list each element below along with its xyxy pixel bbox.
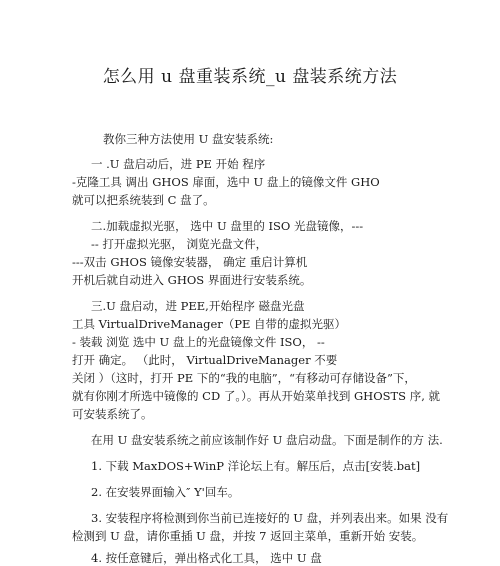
prep-text: 在用 U 盘安装系统之前应该制作好 U 盘启动盘。下面是制作的方 法. xyxy=(91,433,443,447)
method3-line-1: 三.U 盘启动，进 PEE,开始程序 磁盘光盘 xyxy=(91,299,305,313)
method3-line-2: 工具 VirtualDriveManager（PE 自带的虚拟光驱） xyxy=(72,317,347,331)
method2-line-1: 二.加载虚拟光驱， 选中 U 盘里的 ISO 光盘镜像，--- xyxy=(91,219,364,233)
document-title: 怎么用 u 盘重装系统_u 盘装系统方法 xyxy=(102,67,398,87)
step-3-line-2: 检测到 U 盘，请你重插 U 盘，并按 7 返回主菜单，重新开始 安装。 xyxy=(72,529,424,543)
step-2: 2. 在安装界面输入″ Y'回车。 xyxy=(91,485,240,499)
method1-line-1: 一 .U 盘启动后，进 PE 开始 程序 xyxy=(91,157,266,171)
method1-line-2: -克隆工具 调出 GHOS 扉面，选中 U 盘上的镜像文件 GHO xyxy=(72,175,380,189)
method3-line-3: - 装载 浏览 选中 U 盘上的光盘镜像文件 ISO， -- xyxy=(72,335,325,349)
method2-line-3: ---双击 GHOS 镜像安装器， 确定 重启计算机 xyxy=(72,255,308,269)
method3-line-4: 打开 确定。 （此时， VirtualDriveManager 不要 xyxy=(72,353,338,367)
method2-line-4: 开机后就自动进入 GHOS 界面进行安装系统。 xyxy=(72,273,312,287)
method2-line-2: -- 打开虚拟光驱， 浏览光盘文件， xyxy=(91,237,268,251)
method3-line-5: 关闭 ）（这时，打开 PE 下的“我的电脑”，“有移动可存储设备”下， xyxy=(72,371,416,385)
step-1: 1. 下载 MaxDOS+WinP 洋论坛上有。解压后，点击[安装.bat] xyxy=(91,459,421,473)
method3-line-7: 可安装系统了。 xyxy=(72,407,153,421)
step-3-line-1: 3. 安装程序将检测到你当前已连接好的 U 盘，并列表出来。如果 没有 xyxy=(91,511,449,525)
method1-line-3: 就可以把系统装到 C 盘了。 xyxy=(72,193,215,207)
method3-line-6: 就有你刚才所选中镜像的 CD 了。）。再从开始菜单找到 GHOSTS 序, 就 xyxy=(72,389,441,403)
intro-text: 教你三种方法使用 U 盘安装系统: xyxy=(103,132,274,146)
step-4: 4. 按任意键后，弹出格式化工具， 选中 U 盘 xyxy=(91,551,322,565)
